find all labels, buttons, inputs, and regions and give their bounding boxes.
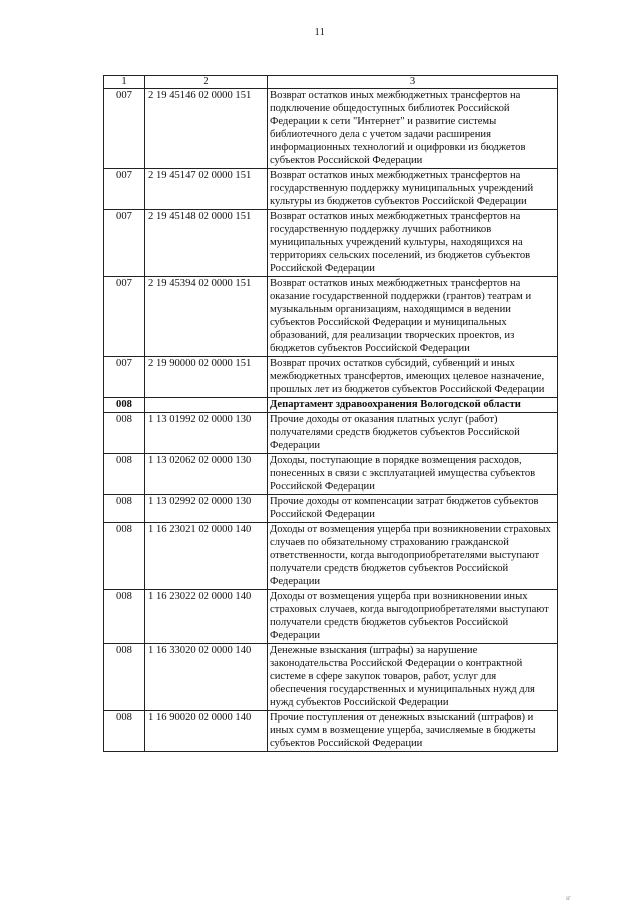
header-col-3: 3: [268, 76, 558, 89]
admin-code-cell: 008: [104, 590, 145, 644]
admin-code-cell: 007: [104, 89, 145, 169]
budget-code-cell: 1 16 33020 02 0000 140: [145, 644, 268, 711]
revenue-codes-table: [103, 75, 558, 752]
budget-code-cell: 2 19 90000 02 0000 151: [145, 357, 268, 398]
table-row: [104, 711, 558, 752]
revenue-name-cell: Возврат остатков иных межбюджетных трансфертов на оказание государственной поддержки (грантов) театрам и музыкальным организациям, находящимся в ведении субъектов Российской Федерации и муниципальных образований, для реализации творческих проектов, из бюджетов субъектов Российской Федерации: [268, 277, 558, 357]
table-row: [104, 590, 558, 644]
corner-mark: ıг: [566, 894, 571, 902]
page-number: 11: [314, 27, 326, 38]
table-row: [104, 644, 558, 711]
table-row: [104, 357, 558, 398]
revenue-name-cell: Возврат остатков иных межбюджетных трансфертов на государственную поддержку муниципальных учреждений культуры из бюджетов субъектов Российской Федерации: [268, 169, 558, 210]
revenue-name-cell: Денежные взыскания (штрафы) за нарушение законодательства Российской Федерации о контрактной системе в сфере закупок товаров, работ, услуг для обеспечения государственных и муниципальных нужд для нужд субъектов Российской Федерации: [268, 644, 558, 711]
budget-code-cell: 2 19 45146 02 0000 151: [145, 89, 268, 169]
admin-code-cell: 007: [104, 210, 145, 277]
admin-code-cell: 008: [104, 523, 145, 590]
table-row: [104, 495, 558, 523]
table-row: [104, 454, 558, 495]
admin-code-cell: 007: [104, 357, 145, 398]
budget-code-cell: [145, 398, 268, 413]
budget-code-cell: 1 16 23022 02 0000 140: [145, 590, 268, 644]
revenue-name-cell: Возврат остатков иных межбюджетных трансфертов на подключение общедоступных библиотек Российской Федерации к сети "Интернет" и развитие системы библиотечного дела с учетом задачи расширения информационных технологий и оцифровки из бюджетов субъектов Российской Федерации: [268, 89, 558, 169]
budget-code-cell: 1 16 23021 02 0000 140: [145, 523, 268, 590]
admin-code-cell: 008: [104, 495, 145, 523]
budget-code-cell: 1 13 02062 02 0000 130: [145, 454, 268, 495]
table-row: [104, 277, 558, 357]
table-row: [104, 413, 558, 454]
admin-code-cell: 008: [104, 413, 145, 454]
revenue-name-cell: Доходы от возмещения ущерба при возникновении иных страховых случаев, когда выгодоприобретателями выступают получатели средств бюджетов субъектов Российской Федерации: [268, 590, 558, 644]
revenue-name-cell: Возврат остатков иных межбюджетных трансфертов на государственную поддержку лучших работников муниципальных учреждений культуры, находящихся на территориях сельских поселений, из бюджетов субъектов Российской Федерации: [268, 210, 558, 277]
budget-code-cell: 2 19 45147 02 0000 151: [145, 169, 268, 210]
budget-code-cell: 1 13 02992 02 0000 130: [145, 495, 268, 523]
revenue-name-cell: Прочие поступления от денежных взысканий (штрафов) и иных сумм в возмещение ущерба, зачисляемые в бюджеты субъектов Российской Федерации: [268, 711, 558, 752]
budget-code-cell: 1 16 90020 02 0000 140: [145, 711, 268, 752]
section-header-row: [104, 398, 558, 413]
admin-code-cell: 007: [104, 277, 145, 357]
admin-code-cell: 007: [104, 169, 145, 210]
admin-code-cell: 008: [104, 454, 145, 495]
budget-code-cell: 1 13 01992 02 0000 130: [145, 413, 268, 454]
budget-code-cell: 2 19 45394 02 0000 151: [145, 277, 268, 357]
header-col-2: 2: [145, 76, 268, 89]
revenue-name-cell: Доходы, поступающие в порядке возмещения расходов, понесенных в связи с эксплуатацией имущества субъектов Российской Федерации: [268, 454, 558, 495]
table-row: [104, 523, 558, 590]
revenue-name-cell: Прочие доходы от оказания платных услуг (работ) получателями средств бюджетов субъектов Российской Федерации: [268, 413, 558, 454]
revenue-name-cell: Прочие доходы от компенсации затрат бюджетов субъектов Российской Федерации: [268, 495, 558, 523]
revenue-name-cell: Доходы от возмещения ущерба при возникновении страховых случаев по обязательному страхованию гражданской ответственности, когда выгодоприобретателями выступают получатели средств бюджетов субъектов Российской Федерации: [268, 523, 558, 590]
admin-code-cell: 008: [104, 711, 145, 752]
header-col-1: 1: [104, 76, 145, 89]
admin-code-cell: 008: [104, 398, 145, 413]
table-row: [104, 210, 558, 277]
department-name-cell: Департамент здравоохранения Вологодской области: [268, 398, 558, 413]
revenue-name-cell: Возврат прочих остатков субсидий, субвенций и иных межбюджетных трансфертов, имеющих целевое назначение, прошлых лет из бюджетов субъектов Российской Федерации: [268, 357, 558, 398]
table-row: [104, 89, 558, 169]
budget-code-cell: 2 19 45148 02 0000 151: [145, 210, 268, 277]
table-row: [104, 169, 558, 210]
table-header-row: [104, 76, 558, 89]
admin-code-cell: 008: [104, 644, 145, 711]
